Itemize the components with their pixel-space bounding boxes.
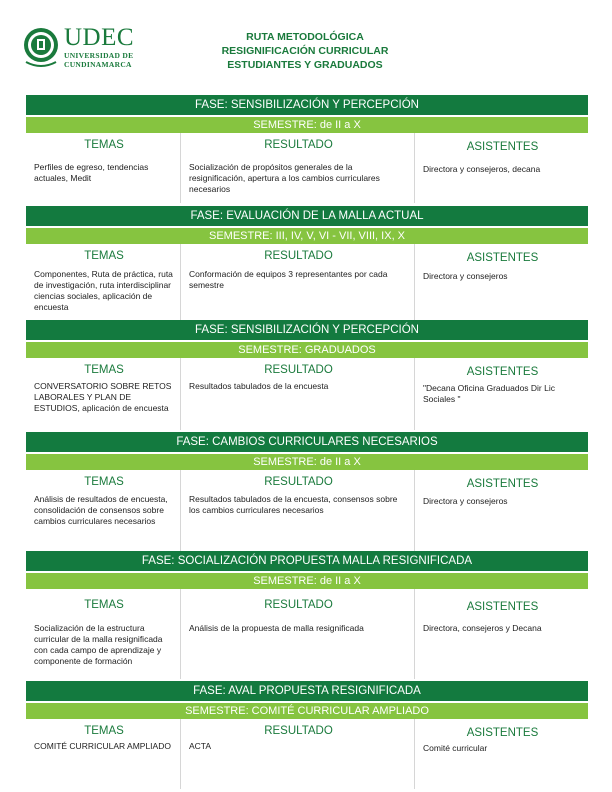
temas-text: Análisis de resultados de encuesta, consolidación de consensos sobre cambios curriculares necesarios	[34, 494, 168, 526]
asistentes-heading: ASISTENTES	[466, 601, 539, 613]
temas-column	[26, 133, 180, 203]
phase-section	[26, 320, 588, 430]
asistentes-text: Directora, consejeros y Decana	[423, 623, 542, 633]
resultado-heading: RESULTADO	[264, 250, 333, 262]
temas-heading: TEMAS	[84, 725, 124, 737]
temas-column	[26, 244, 180, 322]
temas-text: Componentes, Ruta de práctica, ruta de investigación, ruta interdisciplinar ciencias sociales, aplicación de encuesta	[34, 269, 173, 312]
logo-subtitle-line-2: CUNDINAMARCA	[64, 59, 132, 69]
resultado-text: Análisis de la propuesta de malla resignificada	[189, 623, 364, 633]
temas-heading: TEMAS	[84, 599, 124, 611]
temas-text: Socialización de la estructura curricular de la malla resignificada con cada campo de aprendizaje y componente de formación	[34, 623, 163, 666]
resultado-heading: RESULTADO	[264, 725, 333, 737]
temas-heading: TEMAS	[84, 476, 124, 488]
phase-section	[26, 432, 588, 552]
semester-bar: SEMESTRE: de II a X	[26, 117, 588, 133]
logo-subtitle-line-1: UNIVERSIDAD DE	[64, 51, 134, 60]
semester-bar: SEMESTRE: de II a X	[26, 454, 588, 470]
resultado-text: ACTA	[189, 741, 212, 751]
resultado-column	[180, 244, 414, 322]
resultado-column	[180, 133, 414, 203]
resultado-column	[180, 470, 414, 552]
phase-section	[26, 681, 588, 789]
phase-section	[26, 95, 588, 203]
resultado-text: Socialización de propósitos generales de la resignificación, apertura a los cambios curriculares necesarios	[189, 162, 380, 194]
resultado-text: Resultados tabulados de la encuesta	[189, 381, 329, 391]
temas-text: COMITÉ CURRICULAR AMPLIADO	[34, 741, 171, 751]
asistentes-heading: ASISTENTES	[466, 478, 539, 490]
phase-header: FASE: CAMBIOS CURRICULARES NECESARIOS	[26, 432, 588, 452]
asistentes-heading: ASISTENTES	[466, 141, 539, 153]
resultado-text: Conformación de equipos 3 representantes por cada semestre	[189, 269, 388, 290]
temas-heading: TEMAS	[84, 139, 124, 151]
asistentes-column	[414, 589, 588, 679]
asistentes-column	[414, 133, 588, 203]
logo-wordmark: UDEC	[64, 24, 135, 51]
temas-text: CONVERSATORIO SOBRE RETOS LABORALES Y PLAN DE ESTUDIOS, aplicación de encuesta	[34, 381, 172, 413]
semester-bar: SEMESTRE: GRADUADOS	[26, 342, 588, 358]
semester-bar: SEMESTRE: de II a X	[26, 573, 588, 589]
resultado-column	[180, 358, 414, 430]
page-header	[0, 0, 612, 95]
title-line-3: ESTUDIANTES Y GRADUADOS	[227, 59, 383, 71]
semester-bar: SEMESTRE: III, IV, V, VI - VII, VIII, IX, X	[26, 228, 588, 244]
asistentes-column	[414, 244, 588, 322]
asistentes-text: Directora y consejeros, decana	[423, 164, 541, 174]
asistentes-text: Comité curricular	[423, 743, 488, 753]
asistentes-column	[414, 358, 588, 430]
asistentes-text: Directora y consejeros	[423, 496, 508, 506]
phase-section	[26, 206, 588, 322]
phase-header: FASE: SENSIBILIZACIÓN Y PERCEPCIÓN	[26, 320, 588, 340]
phase-header: FASE: EVALUACIÓN DE LA MALLA ACTUAL	[26, 206, 588, 226]
temas-heading: TEMAS	[84, 250, 124, 262]
udec-logo	[22, 24, 162, 74]
phase-section	[26, 551, 588, 679]
resultado-heading: RESULTADO	[264, 476, 333, 488]
asistentes-column	[414, 719, 588, 789]
university-seal-icon	[22, 24, 60, 70]
phase-header: FASE: SENSIBILIZACIÓN Y PERCEPCIÓN	[26, 95, 588, 115]
asistentes-text: "Decana Oficina Graduados Dir Lic Sociales "	[423, 383, 555, 404]
semester-bar: SEMESTRE: COMITÉ CURRICULAR AMPLIADO	[26, 703, 588, 719]
temas-heading: TEMAS	[84, 364, 124, 376]
asistentes-heading: ASISTENTES	[466, 252, 539, 264]
document-title	[180, 30, 430, 72]
title-line-2: RESIGNIFICACIÓN CURRICULAR	[221, 45, 389, 57]
resultado-heading: RESULTADO	[264, 139, 333, 151]
asistentes-column	[414, 470, 588, 552]
temas-column	[26, 358, 180, 430]
resultado-column	[180, 719, 414, 789]
resultado-heading: RESULTADO	[264, 599, 333, 611]
resultado-heading: RESULTADO	[264, 364, 333, 376]
resultado-text: Resultados tabulados de la encuesta, consensos sobre los cambios curriculares necesarios	[189, 494, 398, 515]
temas-column	[26, 470, 180, 552]
temas-column	[26, 589, 180, 679]
asistentes-text: Directora y consejeros	[423, 271, 508, 281]
phase-header: FASE: SOCIALIZACIÓN PROPUESTA MALLA RESIGNIFICADA	[26, 551, 588, 571]
asistentes-heading: ASISTENTES	[466, 727, 539, 739]
title-line-1: RUTA METODOLÓGICA	[246, 31, 364, 43]
resultado-column	[180, 589, 414, 679]
temas-text: Perfiles de egreso, tendencias actuales, Medit	[34, 162, 149, 183]
asistentes-heading: ASISTENTES	[466, 366, 539, 378]
temas-column	[26, 719, 180, 789]
phase-header: FASE: AVAL PROPUESTA RESIGNIFICADA	[26, 681, 588, 701]
